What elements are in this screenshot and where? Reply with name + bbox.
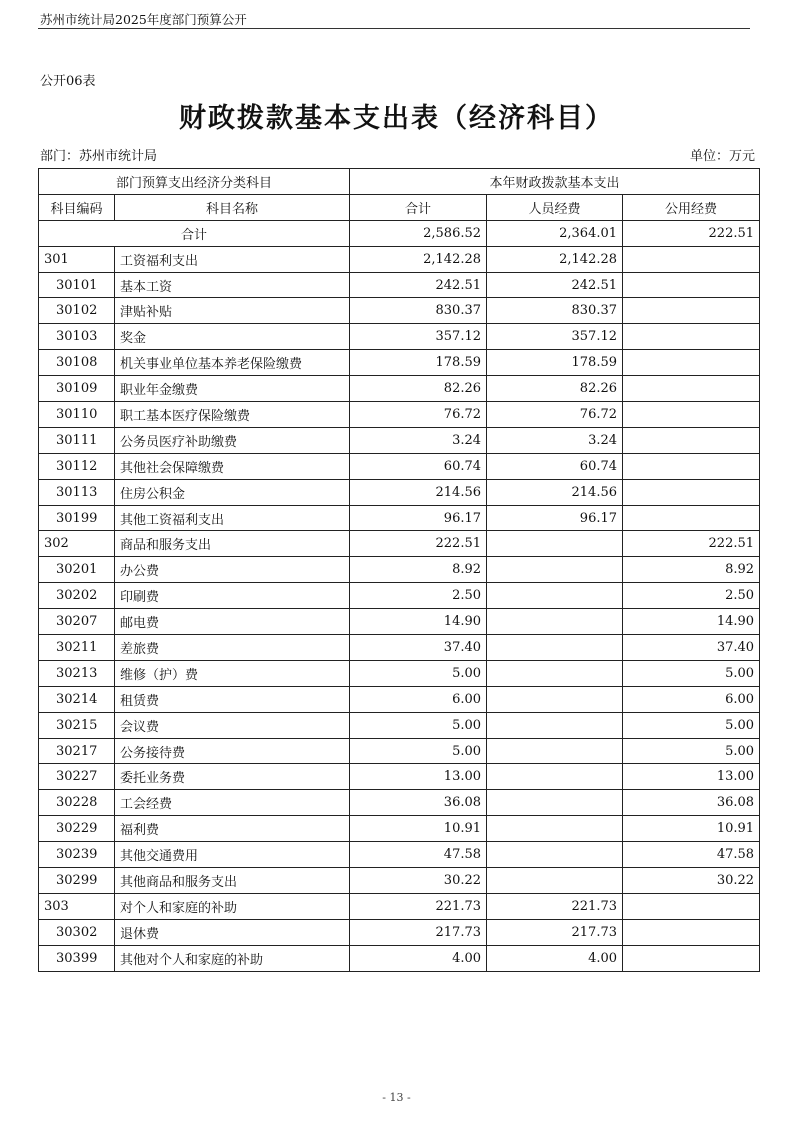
row-personnel xyxy=(487,712,623,738)
table-row xyxy=(39,842,760,868)
row-public: 10.91 xyxy=(623,816,760,842)
table-row xyxy=(39,453,760,479)
table-body xyxy=(39,220,760,971)
table-row xyxy=(39,272,760,298)
page-number: - 13 - xyxy=(382,1091,411,1104)
row-personnel xyxy=(487,557,623,583)
table-row xyxy=(39,816,760,842)
row-public: 6.00 xyxy=(623,686,760,712)
row-personnel: 217.73 xyxy=(487,919,623,945)
total-row-total: 2,586.52 xyxy=(350,220,487,246)
table-row xyxy=(39,557,760,583)
row-name: 其他工资福利支出 xyxy=(115,505,350,531)
row-name: 办公费 xyxy=(115,557,350,583)
row-public xyxy=(623,298,760,324)
row-name: 维修（护）费 xyxy=(115,660,350,686)
total-row xyxy=(39,220,760,246)
column-header-public: 公用经费 xyxy=(623,194,760,220)
unit-label: 单位：万元 xyxy=(689,149,755,164)
row-code: 30215 xyxy=(39,712,115,738)
table-row xyxy=(39,945,760,971)
row-code: 30217 xyxy=(39,738,115,764)
total-row-label: 合计 xyxy=(39,220,350,246)
row-total: 2.50 xyxy=(350,583,487,609)
row-name: 会议费 xyxy=(115,712,350,738)
table-row xyxy=(39,350,760,376)
row-total: 60.74 xyxy=(350,453,487,479)
row-personnel: 96.17 xyxy=(487,505,623,531)
row-code: 302 xyxy=(39,531,115,557)
row-code: 30109 xyxy=(39,376,115,402)
row-personnel: 830.37 xyxy=(487,298,623,324)
row-code: 30103 xyxy=(39,324,115,350)
row-public xyxy=(623,479,760,505)
table-number: 公开06表 xyxy=(40,74,96,89)
row-personnel: 214.56 xyxy=(487,479,623,505)
row-public: 47.58 xyxy=(623,842,760,868)
row-name: 其他对个人和家庭的补助 xyxy=(115,945,350,971)
row-personnel xyxy=(487,790,623,816)
row-name: 住房公积金 xyxy=(115,479,350,505)
row-code: 30112 xyxy=(39,453,115,479)
row-total: 217.73 xyxy=(350,919,487,945)
row-personnel: 60.74 xyxy=(487,453,623,479)
row-code: 30399 xyxy=(39,945,115,971)
table-row xyxy=(39,479,760,505)
row-name: 奖金 xyxy=(115,324,350,350)
row-total: 82.26 xyxy=(350,376,487,402)
row-total: 14.90 xyxy=(350,609,487,635)
row-total: 3.24 xyxy=(350,427,487,453)
row-name: 差旅费 xyxy=(115,635,350,661)
table-row xyxy=(39,376,760,402)
row-name: 公务接待费 xyxy=(115,738,350,764)
row-personnel xyxy=(487,635,623,661)
header-rule xyxy=(38,28,750,29)
table-row xyxy=(39,583,760,609)
row-code: 30207 xyxy=(39,609,115,635)
group-header-basic-expenditure: 本年财政拨款基本支出 xyxy=(350,169,760,195)
row-code: 30110 xyxy=(39,402,115,428)
row-total: 5.00 xyxy=(350,712,487,738)
row-total: 8.92 xyxy=(350,557,487,583)
table-row xyxy=(39,402,760,428)
row-public xyxy=(623,272,760,298)
row-total: 47.58 xyxy=(350,842,487,868)
row-public xyxy=(623,893,760,919)
table-row xyxy=(39,738,760,764)
row-personnel xyxy=(487,738,623,764)
row-total: 30.22 xyxy=(350,868,487,894)
row-public xyxy=(623,402,760,428)
row-code: 30102 xyxy=(39,298,115,324)
row-total: 5.00 xyxy=(350,660,487,686)
row-personnel xyxy=(487,660,623,686)
table-row xyxy=(39,764,760,790)
table-row xyxy=(39,919,760,945)
row-code: 30108 xyxy=(39,350,115,376)
row-total: 2,142.28 xyxy=(350,246,487,272)
table-row xyxy=(39,893,760,919)
row-total: 6.00 xyxy=(350,686,487,712)
row-public: 36.08 xyxy=(623,790,760,816)
table-row xyxy=(39,660,760,686)
row-name: 其他社会保障缴费 xyxy=(115,453,350,479)
group-header-economic-class: 部门预算支出经济分类科目 xyxy=(39,169,350,195)
row-code: 30228 xyxy=(39,790,115,816)
row-public: 5.00 xyxy=(623,738,760,764)
row-name: 委托业务费 xyxy=(115,764,350,790)
row-personnel xyxy=(487,686,623,712)
row-code: 30229 xyxy=(39,816,115,842)
row-personnel: 3.24 xyxy=(487,427,623,453)
column-header-row xyxy=(39,194,760,220)
row-public: 13.00 xyxy=(623,764,760,790)
table-row xyxy=(39,427,760,453)
row-total: 830.37 xyxy=(350,298,487,324)
row-name: 其他商品和服务支出 xyxy=(115,868,350,894)
row-personnel: 4.00 xyxy=(487,945,623,971)
row-personnel: 2,142.28 xyxy=(487,246,623,272)
row-code: 30213 xyxy=(39,660,115,686)
table-row xyxy=(39,531,760,557)
row-code: 30302 xyxy=(39,919,115,945)
row-name: 基本工资 xyxy=(115,272,350,298)
row-code: 30239 xyxy=(39,842,115,868)
row-code: 30111 xyxy=(39,427,115,453)
table-row xyxy=(39,324,760,350)
row-name: 印刷费 xyxy=(115,583,350,609)
row-public xyxy=(623,427,760,453)
row-name: 职工基本医疗保险缴费 xyxy=(115,402,350,428)
row-personnel: 242.51 xyxy=(487,272,623,298)
row-name: 其他交通费用 xyxy=(115,842,350,868)
row-personnel xyxy=(487,583,623,609)
row-code: 30201 xyxy=(39,557,115,583)
row-name: 商品和服务支出 xyxy=(115,531,350,557)
row-total: 13.00 xyxy=(350,764,487,790)
row-code: 30299 xyxy=(39,868,115,894)
row-name: 工会经费 xyxy=(115,790,350,816)
row-name: 职业年金缴费 xyxy=(115,376,350,402)
row-total: 4.00 xyxy=(350,945,487,971)
row-name: 工资福利支出 xyxy=(115,246,350,272)
row-personnel: 82.26 xyxy=(487,376,623,402)
row-name: 公务员医疗补助缴费 xyxy=(115,427,350,453)
row-name: 机关事业单位基本养老保险缴费 xyxy=(115,350,350,376)
table-row xyxy=(39,505,760,531)
row-personnel xyxy=(487,868,623,894)
table-row xyxy=(39,298,760,324)
row-public xyxy=(623,246,760,272)
row-personnel xyxy=(487,764,623,790)
row-public: 5.00 xyxy=(623,712,760,738)
running-header-title: 苏州市统计局2025年度部门预算公开 xyxy=(40,12,247,27)
row-total: 76.72 xyxy=(350,402,487,428)
row-personnel xyxy=(487,609,623,635)
table-row xyxy=(39,686,760,712)
row-code: 30227 xyxy=(39,764,115,790)
column-header-code: 科目编码 xyxy=(39,194,115,220)
row-total: 242.51 xyxy=(350,272,487,298)
department-label: 部门：苏州市统计局 xyxy=(40,149,158,164)
row-public xyxy=(623,350,760,376)
row-total: 221.73 xyxy=(350,893,487,919)
row-total: 222.51 xyxy=(350,531,487,557)
table-row xyxy=(39,868,760,894)
row-total: 10.91 xyxy=(350,816,487,842)
row-public xyxy=(623,324,760,350)
row-public: 2.50 xyxy=(623,583,760,609)
column-header-name: 科目名称 xyxy=(115,194,350,220)
row-public xyxy=(623,376,760,402)
row-public: 37.40 xyxy=(623,635,760,661)
row-total: 5.00 xyxy=(350,738,487,764)
row-code: 30199 xyxy=(39,505,115,531)
row-personnel xyxy=(487,816,623,842)
row-total: 37.40 xyxy=(350,635,487,661)
row-code: 30202 xyxy=(39,583,115,609)
row-total: 178.59 xyxy=(350,350,487,376)
row-public: 222.51 xyxy=(623,531,760,557)
row-public xyxy=(623,919,760,945)
row-public: 5.00 xyxy=(623,660,760,686)
row-code: 303 xyxy=(39,893,115,919)
row-name: 邮电费 xyxy=(115,609,350,635)
row-personnel xyxy=(487,842,623,868)
row-total: 214.56 xyxy=(350,479,487,505)
table-row xyxy=(39,609,760,635)
row-personnel: 76.72 xyxy=(487,402,623,428)
row-public: 8.92 xyxy=(623,557,760,583)
row-personnel: 178.59 xyxy=(487,350,623,376)
table-row xyxy=(39,712,760,738)
column-header-personnel: 人员经费 xyxy=(487,194,623,220)
total-row-personnel: 2,364.01 xyxy=(487,220,623,246)
row-total: 357.12 xyxy=(350,324,487,350)
column-header-total: 合计 xyxy=(350,194,487,220)
row-public: 14.90 xyxy=(623,609,760,635)
row-name: 租赁费 xyxy=(115,686,350,712)
row-personnel: 357.12 xyxy=(487,324,623,350)
row-public xyxy=(623,453,760,479)
row-code: 30214 xyxy=(39,686,115,712)
group-header-row xyxy=(39,169,760,195)
row-personnel xyxy=(487,531,623,557)
row-name: 退休费 xyxy=(115,919,350,945)
table-row xyxy=(39,790,760,816)
row-name: 津贴补贴 xyxy=(115,298,350,324)
row-personnel: 221.73 xyxy=(487,893,623,919)
page-title: 财政拨款基本支出表（经济科目） xyxy=(179,103,614,134)
row-total: 36.08 xyxy=(350,790,487,816)
row-code: 30101 xyxy=(39,272,115,298)
row-name: 对个人和家庭的补助 xyxy=(115,893,350,919)
row-code: 301 xyxy=(39,246,115,272)
row-public: 30.22 xyxy=(623,868,760,894)
row-public xyxy=(623,945,760,971)
row-code: 30211 xyxy=(39,635,115,661)
expenditure-table xyxy=(38,168,760,972)
row-public xyxy=(623,505,760,531)
row-code: 30113 xyxy=(39,479,115,505)
row-total: 96.17 xyxy=(350,505,487,531)
row-name: 福利费 xyxy=(115,816,350,842)
table-row xyxy=(39,246,760,272)
table-row xyxy=(39,635,760,661)
total-row-public: 222.51 xyxy=(623,220,760,246)
